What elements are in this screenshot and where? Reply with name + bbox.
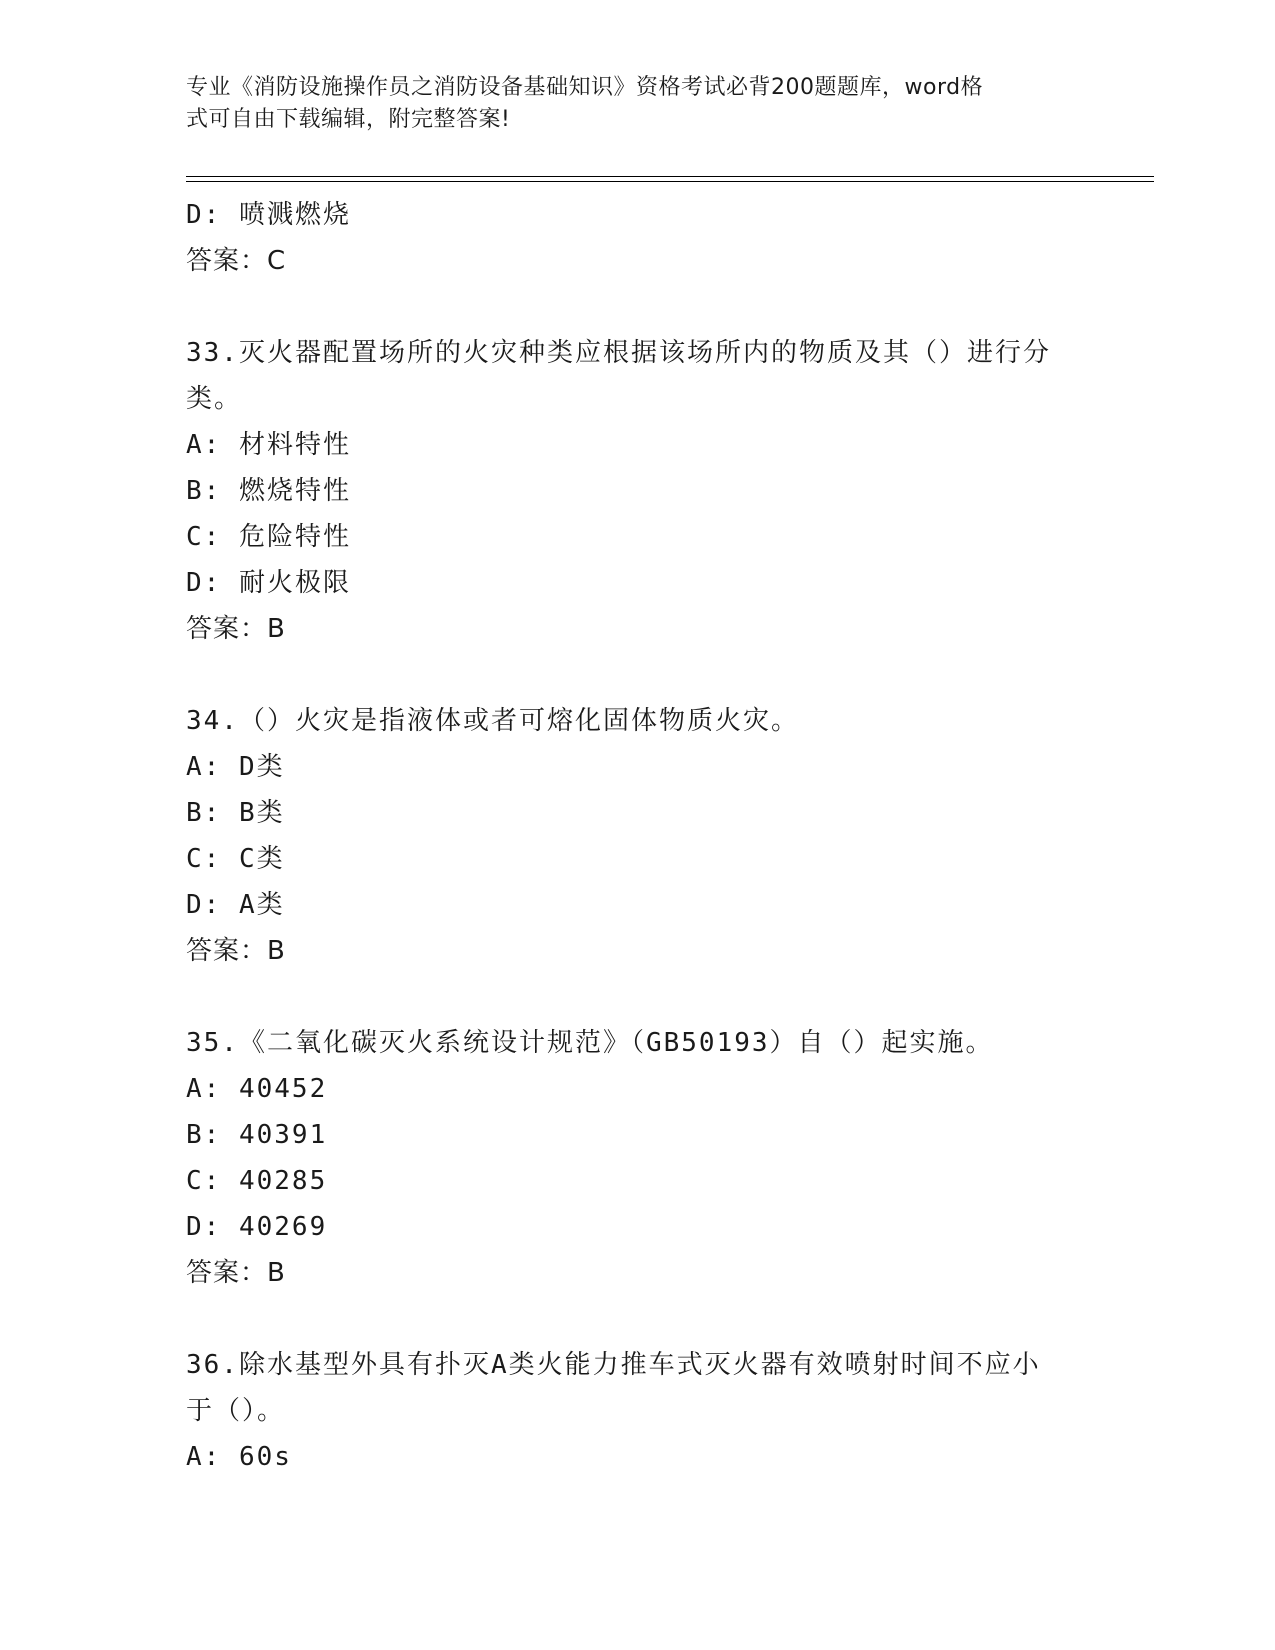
option-a: A: D类 — [186, 752, 285, 782]
option-c: C: 40285 — [186, 1166, 328, 1196]
question-35 — [186, 1020, 1086, 1296]
question-list — [186, 192, 1086, 1480]
option-d: D: 40269 — [186, 1212, 328, 1242]
option-b: B: 燃烧特性 — [186, 476, 351, 506]
spacer — [186, 652, 1086, 698]
option-a: A: 60s — [186, 1442, 292, 1472]
spacer — [186, 1296, 1086, 1342]
header-line-1: 专业《消防设施操作员之消防设备基础知识》资格考试必背200题题库，word格 — [186, 75, 984, 100]
option-c: C: C类 — [186, 844, 285, 874]
header-line-2: 式可自由下载编辑，附完整答案! — [186, 107, 511, 132]
header-rule-bottom — [186, 181, 1154, 182]
question-36 — [186, 1342, 1086, 1480]
answer: 答案：C — [186, 246, 287, 276]
option-a: A: 40452 — [186, 1074, 328, 1104]
question-text: 33.灭火器配置场所的火灾种类应根据该场所内的物质及其（）进行分 — [186, 338, 1051, 368]
question-text-continued: 类。 — [186, 384, 243, 414]
option-d: D: 喷溅燃烧 — [186, 200, 351, 230]
question-text: 34.（）火灾是指液体或者可熔化固体物质火灾。 — [186, 706, 799, 736]
header-rule-top — [186, 176, 1154, 177]
answer: 答案：B — [186, 614, 286, 644]
answer: 答案：B — [186, 1258, 286, 1288]
answer: 答案：B — [186, 936, 286, 966]
question-text: 36.除水基型外具有扑灭A类火能力推车式灭火器有效喷射时间不应小 — [186, 1350, 1041, 1380]
option-c: C: 危险特性 — [186, 522, 351, 552]
spacer — [186, 284, 1086, 330]
option-b: B: B类 — [186, 798, 285, 828]
option-b: B: 40391 — [186, 1120, 328, 1150]
option-d: D: A类 — [186, 890, 285, 920]
spacer — [186, 974, 1086, 1020]
question-text: 35.《二氧化碳灭火系统设计规范》（GB50193）自（）起实施。 — [186, 1028, 994, 1058]
option-a: A: 材料特性 — [186, 430, 351, 460]
question-33 — [186, 330, 1086, 652]
question-34 — [186, 698, 1086, 974]
option-d: D: 耐火极限 — [186, 568, 351, 598]
document-header — [186, 72, 1066, 136]
question-text-continued: 于（）。 — [186, 1396, 286, 1426]
